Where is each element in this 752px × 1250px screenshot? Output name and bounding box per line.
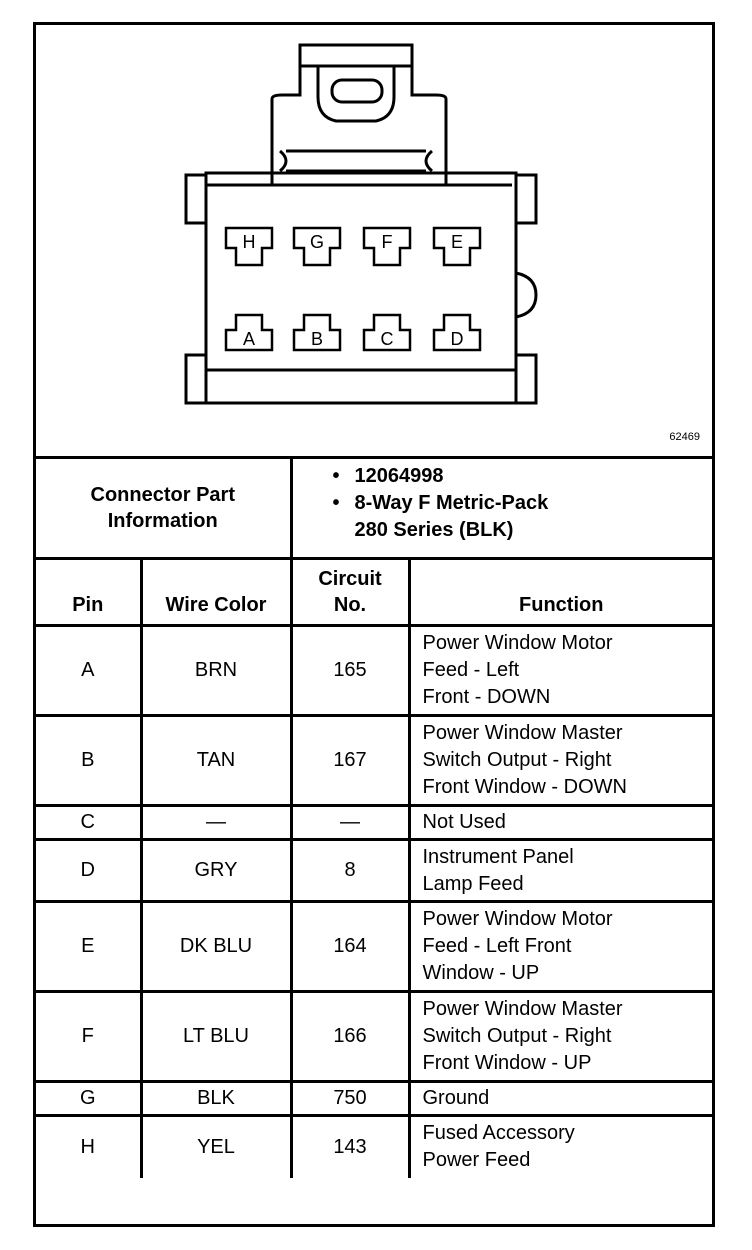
function-cell	[409, 1116, 712, 1178]
header-wire-color: Wire Color	[141, 559, 291, 626]
function-line: Power Window Motor	[422, 632, 613, 654]
function-cell	[409, 992, 712, 1082]
pin-cell: E	[36, 902, 141, 992]
circuit-cell: 143	[291, 1116, 409, 1178]
wire-color-cell: YEL	[141, 1116, 291, 1178]
header-circuit-line2: No.	[333, 594, 367, 616]
pin-label-a: A	[242, 329, 256, 349]
function-line: Ground	[422, 1087, 490, 1109]
figure-number: 62469	[669, 431, 700, 443]
function-cell	[409, 806, 712, 840]
circuit-cell: 8	[291, 840, 409, 902]
function-cell	[409, 1082, 712, 1116]
function-line: Power Window Master	[422, 998, 623, 1020]
part-number-item: • 12064998	[332, 465, 444, 487]
pin-cell: A	[36, 626, 141, 716]
document-frame	[33, 22, 715, 1227]
pin-cell: G	[36, 1082, 141, 1116]
pin-cell: C	[36, 806, 141, 840]
function-line: Front - DOWN	[422, 686, 551, 708]
table-row	[36, 1116, 712, 1178]
pin-label-e: E	[450, 232, 464, 252]
function-line: Lamp Feed	[422, 872, 524, 895]
function-cell	[409, 840, 712, 902]
connector-table	[36, 456, 712, 1178]
header-pin: Pin	[36, 559, 141, 626]
wire-color-cell: —	[141, 806, 291, 840]
connector-info-row	[36, 458, 712, 559]
function-line: Window - UP	[422, 962, 540, 984]
function-line: Front Window - UP	[422, 1052, 592, 1074]
table-row	[36, 1082, 712, 1116]
circuit-cell: 750	[291, 1082, 409, 1116]
circuit-cell: —	[291, 806, 409, 840]
table-row	[36, 626, 712, 716]
function-cell	[409, 902, 712, 992]
table-row	[36, 806, 712, 840]
function-line: Switch Output - Right	[422, 1025, 612, 1047]
table-row	[36, 992, 712, 1082]
function-line: Feed - Left Front	[422, 935, 572, 957]
pin-label-f: F	[381, 232, 393, 252]
description-line2: 280 Series (BLK)	[354, 519, 514, 541]
header-circuit	[291, 559, 409, 626]
table-row	[36, 840, 712, 902]
connector-part-info	[291, 458, 712, 559]
table-header-row	[36, 559, 712, 626]
wire-color-cell: TAN	[141, 716, 291, 806]
table-row	[36, 716, 712, 806]
connector-part-label	[36, 458, 291, 559]
wire-color-cell: DK BLU	[141, 902, 291, 992]
function-line: Power Window Master	[422, 722, 623, 744]
part-number: 12064998	[354, 465, 444, 487]
function-line: Instrument Panel	[422, 845, 574, 868]
function-cell	[409, 626, 712, 716]
function-line: Not Used	[422, 811, 506, 833]
pin-cell: D	[36, 840, 141, 902]
connector-diagram	[36, 25, 712, 458]
description-line1: 8-Way F Metric-Pack	[354, 492, 549, 514]
connector-drawing	[36, 25, 712, 458]
function-line: Fused Accessory	[422, 1122, 575, 1145]
function-line: Switch Output - Right	[422, 749, 612, 771]
circuit-cell: 167	[291, 716, 409, 806]
wire-color-cell: LT BLU	[141, 992, 291, 1082]
description-item: • 8-Way F Metric-Pack 280 Series (BLK)	[332, 492, 549, 541]
wire-color-cell: BLK	[141, 1082, 291, 1116]
pin-cell: H	[36, 1116, 141, 1178]
function-line: Front Window - DOWN	[422, 776, 627, 798]
pin-label-g: G	[309, 232, 325, 252]
function-cell	[409, 716, 712, 806]
connector-part-label-line1: Connector Part	[90, 484, 235, 506]
pin-label-b: B	[310, 329, 324, 349]
wire-color-cell: BRN	[141, 626, 291, 716]
connector-part-label-line2: Information	[107, 510, 218, 532]
circuit-cell: 164	[291, 902, 409, 992]
table-row	[36, 902, 712, 992]
wire-color-cell: GRY	[141, 840, 291, 902]
header-function: Function	[409, 559, 712, 626]
function-line: Power Window Motor	[422, 908, 613, 930]
function-line: Feed - Left	[422, 659, 520, 681]
header-circuit-line1: Circuit	[318, 568, 382, 590]
pin-cell: B	[36, 716, 141, 806]
circuit-cell: 166	[291, 992, 409, 1082]
pin-label-c: C	[380, 329, 394, 349]
pin-cell: F	[36, 992, 141, 1082]
circuit-cell: 165	[291, 626, 409, 716]
pin-label-h: H	[242, 232, 256, 252]
pin-label-d: D	[450, 329, 464, 349]
function-line: Power Feed	[422, 1149, 531, 1172]
